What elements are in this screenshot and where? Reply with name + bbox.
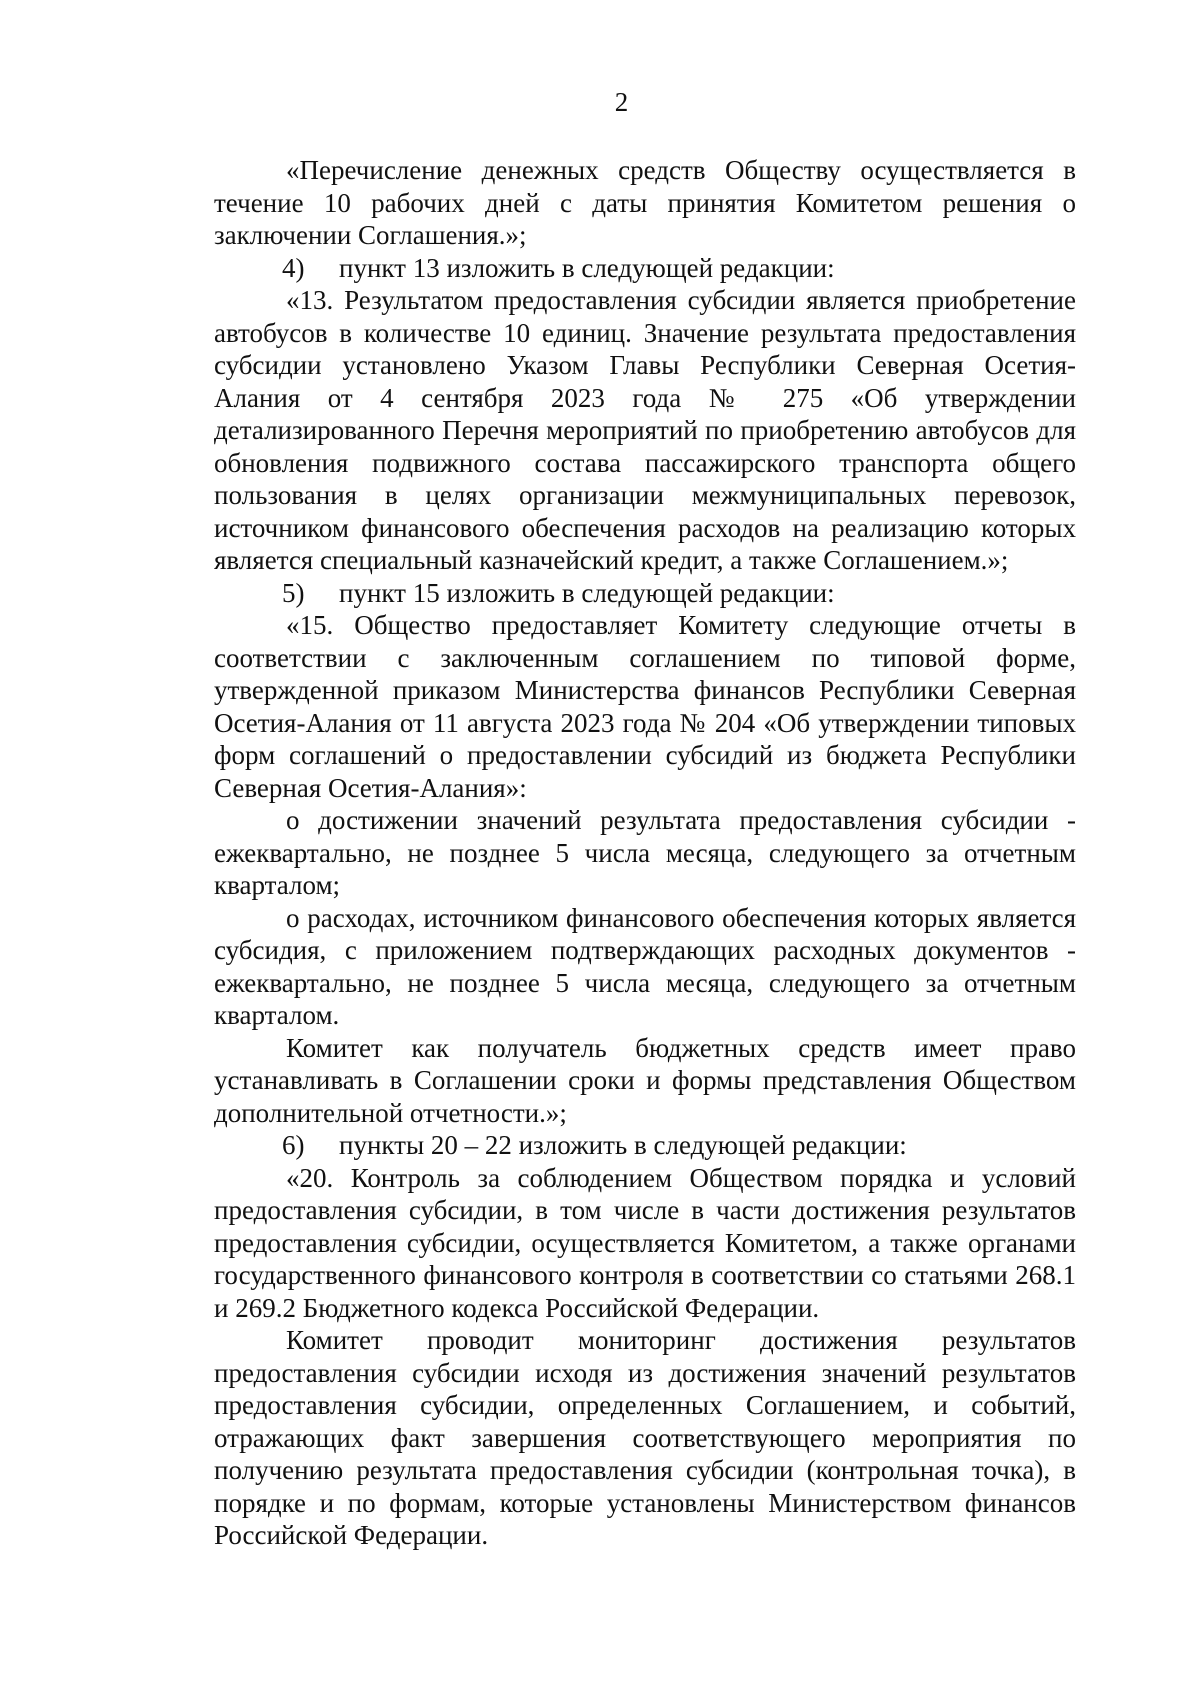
paragraph-expenses-report: о расходах, источником финансового обеспечения которых является субсидия, с приложением подтверждающих расходных документов - ежеквартально, не позднее 5 числа месяца, следующего за отчетным кварталом.: [214, 902, 1076, 1030]
paragraph-clause-13: «13. Результатом предоставления субсидии является приобретение автобусов в количестве 10 единиц. Значение результата предоставления субсидии установлено Указом Главы Республики Северная Осетия-Алания от 4 сентября 2023 года № 275 «Об утверждении детализированного Перечня мероприятий по приобретению автобусов для обновления подвижного состава пассажирского транспорта общего пользования в целях организации межмуниципальных перевозок, источником финансового обеспечения расходов на реализацию которых является специальный казначейский кредит, а также Соглашением.»;: [214, 285, 1076, 575]
paragraph-monitoring: Комитет проводит мониторинг достижения результатов предоставления субсидии исходя из достижения значений результатов предоставления субсидии, определенных Соглашением, и событий, отражающих факт завершения соответствующего мероприятия по получению результата предоставления субсидии (контрольная точка), в порядке и по формам, которые установлены Министерством финансов Российской Федерации.: [214, 1325, 1076, 1550]
item-number: 6): [282, 1130, 305, 1160]
paragraph-transfer-terms: «Перечисление денежных средств Обществу осуществляется в течение 10 рабочих дней с даты принятия Комитетом решения о заключении Соглашения.»;: [214, 155, 1076, 250]
paragraph-clause-15: «15. Общество предоставляет Комитету следующие отчеты в соответствии с заключенным соглашением по типовой форме, утвержденной приказом Министерства финансов Республики Северная Осетия-Алания от 11 августа 2023 года № 204 «Об утверждении типовых форм соглашений о предоставлении субсидий из бюджета Республики Северная Осетия-Алания»:: [214, 610, 1076, 803]
amendment-item-5: [214, 577, 1076, 610]
amendment-item-4: [214, 252, 1076, 285]
item-number: 4): [282, 252, 305, 283]
item-text: пункт 13 изложить в следующей редакции:: [339, 252, 835, 283]
item-text: пункты 20 – 22 изложить в следующей редакции:: [339, 1130, 907, 1160]
document-body: [214, 154, 1076, 1552]
paragraph-additional-reporting: Комитет как получатель бюджетных средств имеет право устанавливать в Соглашении сроки и формы представления Обществом дополнительной отчетности.»;: [214, 1032, 1076, 1128]
paragraph-results-report: о достижении значений результата предоставления субсидии - ежеквартально, не позднее 5 числа месяца, следующего за отчетным кварталом;: [214, 805, 1076, 900]
item-number: 5): [282, 577, 305, 608]
amendment-item-6: [214, 1129, 1076, 1162]
paragraph-clause-20: «20. Контроль за соблюдением Обществом порядка и условий предоставления субсидии, в том числе в части достижения результатов предоставления субсидии, осуществляется Комитетом, а также органами государственного финансового контроля в соответствии со статьями 268.1 и 269.2 Бюджетного кодекса Российской Федерации.: [214, 1162, 1076, 1323]
item-text: пункт 15 изложить в следующей редакции:: [339, 577, 835, 608]
page-number: 2: [614, 87, 629, 117]
